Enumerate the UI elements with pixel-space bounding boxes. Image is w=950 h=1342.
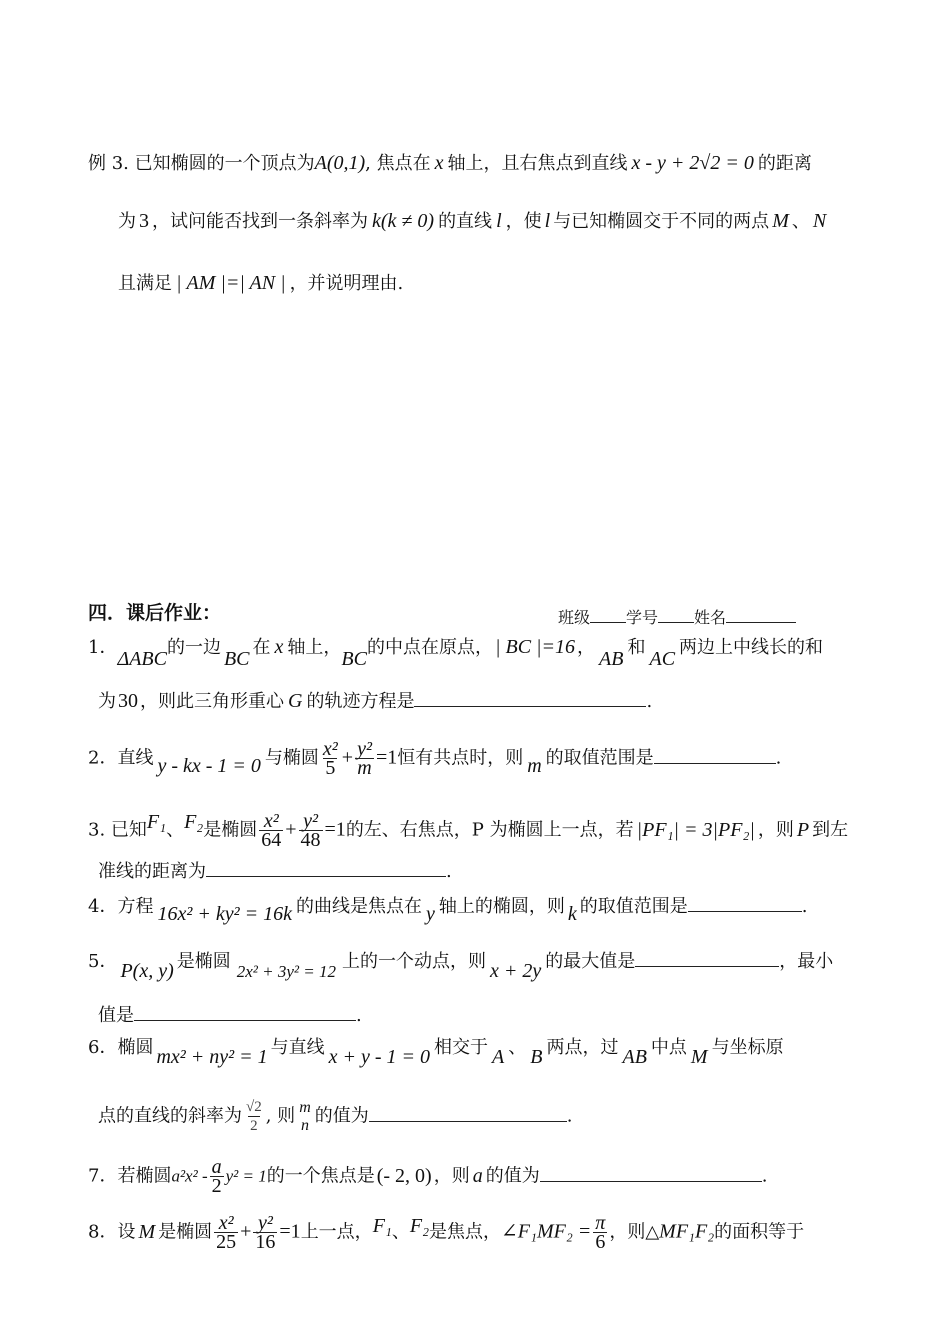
math-length: | BC |=16	[494, 636, 576, 658]
numerator: x²	[263, 810, 279, 832]
math-p: P	[796, 818, 810, 841]
question-number: 6．椭圆	[88, 1037, 154, 1058]
text: 轴上，且右焦点到直线	[447, 153, 628, 174]
text: 的取值范围是	[579, 896, 688, 917]
q3-line2	[98, 858, 452, 885]
math-triangle: ΔABC	[117, 648, 167, 670]
math-p: P(x, y)	[120, 960, 174, 982]
text: ，则此三角形重心	[140, 691, 284, 712]
text: 的面积等于	[714, 1221, 805, 1243]
math-plus: +	[285, 818, 297, 841]
text: ，	[577, 637, 596, 658]
fraction	[210, 1158, 224, 1195]
math-lhs: y² = 1	[225, 1166, 267, 1186]
math-m: M	[690, 1046, 708, 1068]
text: 轴上，	[287, 637, 342, 658]
fraction	[299, 812, 323, 849]
math-m: M	[772, 210, 789, 232]
math-ellipse: 2x² + 3y² = 12	[236, 962, 336, 981]
text: 、	[791, 211, 810, 232]
name-blank[interactable]	[726, 604, 796, 623]
math-ellipse: mx² + ny² = 1	[156, 1046, 268, 1068]
text: .	[801, 896, 808, 917]
text: 的距离	[757, 153, 812, 174]
math-point-a: A(0,1)	[314, 152, 366, 174]
question-number: 4．方程	[88, 896, 154, 917]
text: 两边上中线长的和	[679, 637, 824, 658]
math-ac: AC	[649, 648, 676, 670]
denominator: 6	[595, 1231, 606, 1253]
text: 、	[508, 1037, 527, 1058]
q4-line	[88, 893, 808, 925]
student-info	[558, 604, 796, 631]
text: 的值为	[314, 1105, 369, 1127]
text: 上的一个动点，则	[341, 951, 486, 972]
fraction	[253, 1214, 277, 1251]
math-a: A	[492, 1046, 505, 1068]
math-number: 3	[139, 210, 149, 232]
math-angle: ∠F₁MF₂ =	[501, 1220, 592, 1243]
math-equation: 16x² + ky² = 16k	[157, 903, 292, 925]
question-number: 3. 已知	[88, 819, 147, 841]
text: 是焦点，	[429, 1221, 502, 1243]
numerator: m	[299, 1098, 311, 1116]
text: .	[356, 1005, 362, 1026]
text: 与坐标原	[711, 1037, 784, 1058]
text: 的一个焦点是	[266, 1165, 375, 1187]
text: 的值为	[485, 1165, 540, 1187]
math-n: N	[812, 210, 827, 232]
text: 的最大值是	[545, 951, 636, 972]
answer-blank[interactable]	[654, 745, 776, 764]
text: 轴上的椭圆，则	[438, 896, 565, 917]
fraction	[259, 812, 283, 849]
math-equals: =1	[375, 746, 398, 769]
text: ，试问能否找到一条斜率为	[152, 211, 368, 232]
text: ，则	[757, 819, 794, 841]
math-bc: BC	[341, 648, 367, 670]
fraction	[321, 740, 340, 777]
text: , 则	[265, 1105, 296, 1127]
q1-line2	[98, 688, 652, 715]
answer-blank[interactable]	[540, 1163, 762, 1182]
denominator: 64	[261, 829, 282, 851]
fraction	[355, 740, 374, 777]
numerator: y²	[303, 810, 318, 832]
q7-line	[88, 1158, 767, 1195]
text: 是椭圆	[176, 951, 231, 972]
text: 且满足	[118, 273, 172, 294]
math-m: m	[527, 754, 542, 777]
class-blank[interactable]	[590, 604, 626, 623]
text: 的一边	[166, 637, 221, 658]
numerator: a	[211, 1156, 222, 1178]
text: 两点，过	[546, 1037, 619, 1058]
math-equals: =1	[324, 818, 346, 841]
math-x: x	[274, 636, 284, 658]
math-f2: F₂	[409, 1214, 430, 1237]
text: 为	[118, 211, 136, 232]
math-g: G	[288, 690, 303, 712]
math-a: a	[472, 1164, 483, 1187]
id-label: 学号	[626, 608, 659, 627]
math-y: y	[425, 903, 435, 925]
math-l: l	[544, 210, 551, 232]
text: 的轨迹方程是	[306, 691, 415, 712]
text: 恒有共点时，则	[397, 747, 524, 769]
math-plus: +	[240, 1220, 252, 1243]
question-number: 1．	[88, 637, 118, 658]
example3-line2	[118, 208, 829, 235]
numerator: x²	[218, 1212, 234, 1234]
denominator: m	[357, 757, 372, 779]
text: 中点	[650, 1037, 687, 1058]
text: ，则△	[609, 1221, 660, 1243]
answer-blank[interactable]	[206, 858, 446, 877]
text: .	[566, 1105, 573, 1127]
section-title: 四．课后作业：	[88, 602, 222, 624]
example3-line3	[118, 270, 403, 297]
text: 准线的距离为	[98, 861, 206, 882]
text: 是椭圆	[158, 1221, 213, 1243]
answer-blank[interactable]	[414, 688, 646, 707]
text: ，使	[505, 211, 542, 232]
math-m: M	[138, 1220, 156, 1243]
text: 的中点在原点，	[366, 637, 493, 658]
math-f2: F₂	[184, 810, 204, 833]
text: .	[761, 1165, 768, 1187]
text: ，则	[433, 1165, 470, 1187]
math-l: l	[496, 210, 502, 232]
text: 点的直线的斜率为	[98, 1105, 242, 1127]
numerator: √2	[246, 1099, 262, 1115]
fraction	[244, 1098, 264, 1135]
text: 例 3. 已知椭圆的一个顶点为	[88, 153, 315, 174]
text: 、	[166, 819, 185, 841]
id-blank[interactable]	[658, 604, 694, 623]
text: 与已知椭圆交于不同的两点	[553, 211, 770, 232]
text: 的直线	[438, 211, 493, 232]
math-equals: =1	[279, 1220, 301, 1243]
example3-line1	[88, 150, 812, 177]
answer-blank[interactable]	[369, 1103, 567, 1122]
q6-line2	[98, 1098, 572, 1135]
math-point: (- 2, 0)	[376, 1164, 432, 1187]
q5-line2	[98, 1002, 362, 1029]
answer-blank[interactable]	[134, 1002, 356, 1021]
math-f1: F₁	[372, 1214, 392, 1237]
text: 和	[627, 637, 646, 658]
question-number: 8．设	[88, 1221, 136, 1243]
denominator: 16	[255, 1231, 276, 1253]
text: ，并说明理由.	[289, 273, 404, 294]
denominator: 5	[325, 757, 336, 779]
math-triangle: MF₁F₂	[659, 1220, 715, 1243]
text: 的取值范围是	[545, 747, 654, 769]
math-expression: x + 2y	[489, 960, 542, 982]
text: 相交于	[434, 1037, 489, 1058]
q6-line1	[88, 1034, 784, 1068]
text: 、	[391, 1221, 410, 1243]
text: 与椭圆	[264, 747, 319, 769]
question-number: 7．若椭圆	[88, 1165, 172, 1187]
answer-blank[interactable]	[635, 948, 779, 967]
numerator: y²	[357, 738, 372, 760]
denominator: 2	[211, 1175, 222, 1197]
math-line-equation: y - kx - 1 = 0	[157, 754, 261, 777]
question-number: 2．直线	[88, 747, 154, 769]
fraction	[593, 1214, 607, 1251]
math-condition: |PF₁| = 3|PF₂|	[636, 818, 755, 841]
q2-line	[88, 740, 781, 777]
text: ，最小	[779, 951, 834, 972]
math-ab: AB	[599, 648, 624, 670]
answer-blank[interactable]	[688, 893, 802, 912]
text: 上一点，	[300, 1221, 373, 1243]
math-condition: | AM |=| AN |	[176, 272, 286, 294]
math-f1: F₁	[146, 810, 167, 833]
name-label: 姓名	[694, 608, 727, 627]
math-line-equation: x - y + 2√2 = 0	[631, 152, 754, 174]
text: 在	[252, 637, 271, 658]
q5-line1	[88, 948, 834, 982]
denominator: n	[300, 1116, 309, 1134]
numerator: y²	[257, 1212, 273, 1234]
math-line-equation: x + y - 1 = 0	[328, 1046, 431, 1068]
math-bc: BC	[223, 648, 250, 670]
question-number: 5．	[88, 951, 118, 972]
math-x: x	[434, 152, 444, 174]
math-ab: AB	[622, 1046, 647, 1068]
denominator: 48	[300, 829, 321, 851]
q1-line1	[88, 634, 824, 670]
denominator: 25	[216, 1231, 237, 1253]
class-label: 班级	[558, 608, 591, 627]
math-number: 30	[118, 690, 138, 712]
math-b: B	[530, 1046, 543, 1068]
text: .	[775, 747, 782, 769]
text: 的曲线是焦点在	[295, 896, 422, 917]
text: .	[446, 861, 452, 882]
math-lhs: a²x² -	[171, 1166, 208, 1186]
math-k: k	[567, 903, 577, 925]
text: 值是	[98, 1005, 134, 1026]
math-plus: +	[341, 746, 354, 769]
text: 为	[98, 691, 116, 712]
q8-line	[88, 1214, 804, 1251]
text: 的左、右焦点，P 为椭圆上一点，若	[345, 819, 634, 841]
math-slope: k(k ≠ 0)	[372, 210, 435, 232]
denominator: 2	[250, 1118, 258, 1134]
text: 是椭圆	[203, 819, 258, 841]
numerator: π	[595, 1212, 606, 1234]
q3-line1	[88, 812, 848, 849]
fraction	[297, 1099, 313, 1135]
text: , 焦点在	[365, 153, 431, 174]
numerator: x²	[322, 738, 338, 760]
text: 与直线	[270, 1037, 325, 1058]
text: 到左	[812, 819, 849, 841]
fraction	[214, 1214, 238, 1251]
text: .	[646, 691, 653, 712]
